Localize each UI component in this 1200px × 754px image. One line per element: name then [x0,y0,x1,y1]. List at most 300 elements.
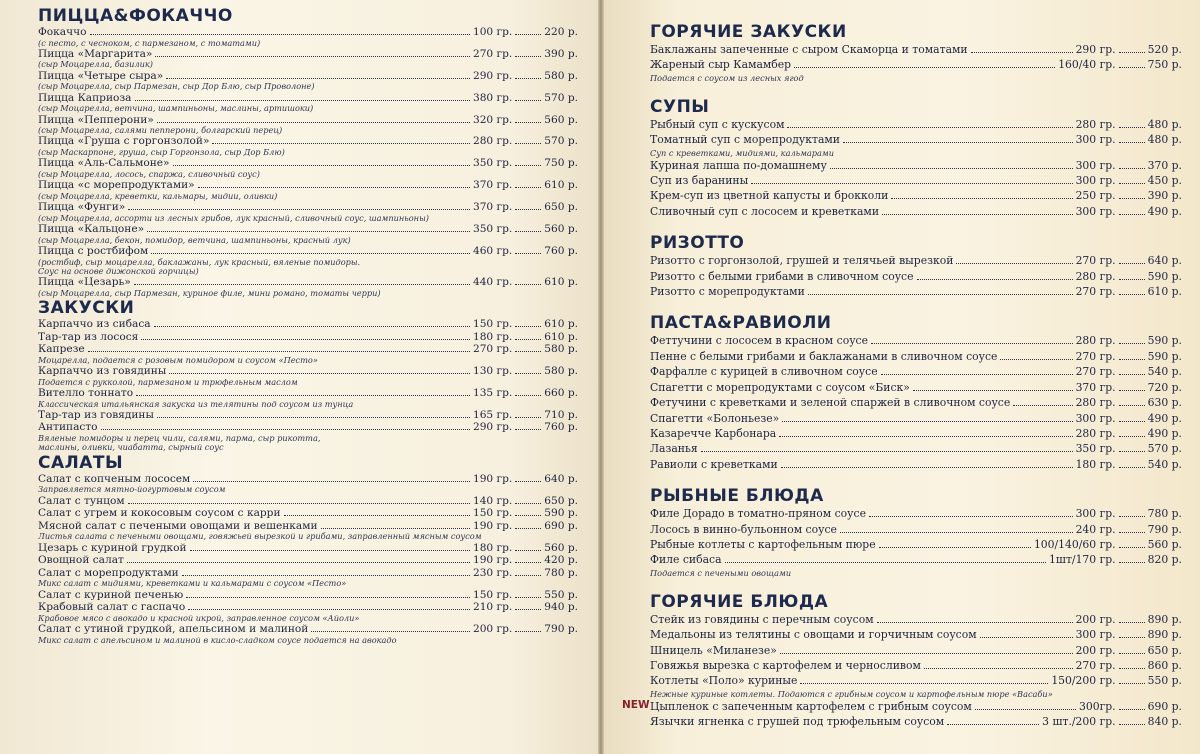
dish-name: Рыбные котлеты с картофельным пюре [650,537,876,551]
dish-weight: 290 гр. [1075,43,1116,56]
menu-item-row [650,395,1182,410]
dish-price: 370 р. [1147,158,1182,172]
dish-name: Тар-тар из лосося [38,330,139,343]
dot-leader [1119,516,1145,517]
dish-name: Салат с тунцом [38,494,125,507]
dish-weight: 280 гр. [1075,269,1116,283]
dish-price: 640 р. [544,472,578,485]
dish-weight: 270 гр. [472,47,513,60]
dish-price: 540 р. [1147,457,1182,471]
dot-leader [1119,405,1145,406]
menu-item-row [650,380,1182,395]
dish-price: 570 р. [1147,442,1182,456]
dish-price: 780 р. [544,566,578,579]
dot-leader [90,34,470,35]
menu-item [38,542,578,555]
dot-leader [1119,637,1145,638]
dish-weight: 230 гр. [472,566,513,579]
menu-section [38,298,578,453]
dish-price: 790 р. [544,623,578,636]
menu-section [38,6,578,298]
dot-leader [198,187,470,188]
dish-name: Феттучини с лососем в красном соусе [650,334,868,348]
dot-leader [157,122,470,123]
dish-price: 490 р. [1147,411,1182,425]
menu-item-row [38,276,578,289]
dot-leader [1119,668,1145,669]
dish-weight: 190 гр. [472,554,513,567]
dish-weight: 190 гр. [472,519,513,532]
dish-weight: 160/40 гр. [1058,58,1116,72]
dish-description: маслины, оливки, чиабатта, сырный соус [38,443,224,453]
menu-item-row [650,333,1182,348]
dish-name: Салат с угрем и кокосовым соусом с карри [38,507,281,520]
dot-leader [515,326,541,327]
dot-leader [794,67,1055,68]
menu-item-row [38,157,578,170]
dish-name: Пенне с белыми грибами и баклажанами в сливочном соусе [650,349,998,363]
menu-section [38,453,578,645]
dot-leader [128,503,470,504]
dish-description: (сыр Моцарелла, бекон, помидор, ветчина, шампиньоны, красный лук) [38,235,351,245]
dish-name: Крабовый салат с гаспачо [38,601,186,614]
dot-leader [871,343,1073,344]
dish-name: Салат с морепродуктами [38,566,179,579]
dish-weight: 460 гр. [472,244,513,257]
menu-item [38,567,578,589]
dish-name: Баклажаны запеченные с сыром Скаморца и томатами [650,43,968,56]
menu-item-row [650,253,1182,268]
dot-leader [1119,263,1145,264]
dish-price: 610 р. [544,317,578,330]
new-badge: NEW [622,698,650,711]
menu-item [38,48,578,70]
dot-leader [975,709,1076,710]
dish-weight: 180 гр. [1075,457,1116,471]
dish-name: Фетучини с креветками и зеленой спаржей в сливочном соусе [650,396,1011,410]
menu-item-row [650,506,1182,521]
dot-leader [808,294,1073,295]
dot-leader [515,417,541,418]
menu-item [38,623,578,645]
section-title: ПАСТА&РАВИОЛИ [650,313,832,334]
menu-item-row [38,507,578,520]
dish-description: Суп с креветками, мидиями, кальмарами [650,147,834,158]
dish-name: Крем-суп из цветной капусты и брокколи [650,189,889,203]
dish-weight: 150 гр. [472,507,513,520]
dot-leader [1000,359,1072,360]
menu-item [622,698,1182,714]
menu-item-row [38,409,578,422]
dish-name: Пицца «Груша с горгонзолой» [38,135,210,148]
dish-price: 710 р. [544,408,578,421]
dot-leader [1119,421,1145,422]
dish-description: Подается с печеными овощами [650,567,792,578]
menu-section [650,22,1182,83]
dish-weight: 290 гр. [472,69,513,82]
dish-name: Лазанья [650,442,698,456]
dot-leader [128,209,470,210]
menu-item [38,554,578,567]
dish-name: Капрезе [38,343,85,356]
dot-leader [843,142,1073,143]
menu-item [650,188,1182,203]
dot-leader [1119,547,1145,548]
dot-leader [971,52,1073,53]
dot-leader [515,231,541,232]
dot-leader [924,668,1073,669]
menu-item-row [650,132,1182,147]
menu-item-row [38,201,578,214]
dish-description: Листья салата с печеными овощами, говяжьей вырезкой и грибами, заправленный мясным соусом [38,532,482,542]
menu-item-row [38,473,578,486]
dish-weight: 240 гр. [1075,522,1116,536]
menu-item-row [38,589,578,602]
menu-item [650,364,1182,379]
menu-item-row [650,643,1182,658]
dish-weight: 370 гр. [472,179,513,192]
menu-item [38,223,578,245]
menu-item [38,589,578,602]
menu-item [650,522,1182,537]
menu-item-row [650,714,1182,729]
menu-item-row [38,70,578,83]
dish-price: 390 р. [1147,189,1182,203]
menu-item-row [38,48,578,61]
menu-item-row [650,522,1182,537]
section-title: ПИЦЦА&ФОКАЧЧО [38,6,233,26]
dot-leader [515,609,541,610]
menu-item-row [38,601,578,614]
dot-leader [169,373,470,374]
dish-weight: 100 гр. [472,26,513,38]
dot-leader [782,421,1072,422]
dish-weight: 150 гр. [472,317,513,330]
dish-name: Филе Дорадо в томатно-пряном соусе [650,507,866,521]
menu-item-row [650,699,1182,714]
dish-price: 690 р. [1147,699,1182,713]
menu-item [38,409,578,422]
dish-weight: 280 гр. [472,135,513,148]
dish-weight: 350 гр. [472,223,513,236]
dot-leader [1119,142,1145,143]
dot-leader [212,143,469,144]
menu-item [38,507,578,520]
menu-item-row [38,114,578,127]
dish-name: Цыпленок с запеченным картофелем с грибным соусом [650,699,972,713]
dot-leader [830,168,1073,169]
dot-leader [515,351,541,352]
menu-item [650,57,1182,82]
dish-name: Пицца «Фунги» [38,201,126,214]
dish-description: (сыр Моцарелла, лосось, спаржа, сливочный соус) [38,169,260,179]
menu-item [650,158,1182,173]
menu-item-row [38,567,578,580]
dot-leader [88,351,470,352]
dish-name: Рыбный суп с кускусом [650,117,785,131]
dish-name: Медальоны из телятины с овощами и горчичным соусом [650,628,977,642]
dish-name: Томатный суп с морепродуктами [650,133,840,147]
dot-leader [980,637,1073,638]
dish-weight: 350 гр. [472,157,513,170]
dot-leader [515,395,541,396]
dot-leader [515,122,541,123]
dish-description: (ростбиф, сыр моцарелла, баклажаны, лук красный, вяленые помидоры. [38,257,361,267]
dish-price: 550 р. [544,588,578,601]
menu-item-row [38,343,578,356]
dish-name: Шницель «Миланезе» [650,643,777,657]
menu-item [650,426,1182,441]
menu-item-row [38,245,578,258]
dish-name: Ризотто с горгонзолой, грушей и телячьей вырезкой [650,254,954,268]
menu-item [38,365,578,387]
menu-item [650,173,1182,188]
dot-leader [515,373,541,374]
dot-leader [182,575,470,576]
menu-item-row [38,223,578,236]
dot-leader [188,609,470,610]
dish-description: (сыр Моцарелла, сыр Пармезан, куриное филе, мини романо, томаты черри) [38,288,381,298]
menu-item-row [650,57,1182,72]
dish-name: Котлеты «Поло» куриные [650,674,798,688]
dot-leader [881,374,1073,375]
dot-leader [751,183,1072,184]
menu-item-row [650,204,1182,219]
menu-section [650,97,1182,219]
dot-leader [127,562,470,563]
menu-item-row [650,441,1182,456]
dish-weight: 270 гр. [1075,285,1116,299]
dish-price: 640 р. [1147,254,1182,268]
dot-leader [947,724,1039,725]
dish-price: 580 р. [544,365,578,378]
dish-weight: 300 гр. [1075,158,1116,172]
dish-price: 690 р. [544,519,578,532]
dish-price: 580 р. [544,69,578,82]
menu-item [650,333,1182,348]
dot-leader [147,231,470,232]
dish-price: 660 р. [544,386,578,399]
dot-leader [136,395,470,396]
menu-item [38,343,578,365]
dot-leader [515,56,541,57]
menu-item [38,26,578,48]
dish-description: Нежные куриные котлеты. Подаются с грибным соусом и картофельным пюре «Васаби» [650,688,1053,699]
dot-leader [155,56,470,57]
section-title: ГОРЯЧИЕ БЛЮДА [650,591,829,612]
dot-leader [1119,724,1145,725]
menu-item [38,520,578,542]
dot-leader [515,100,541,101]
dot-leader [311,631,470,632]
menu-item [38,70,578,92]
dot-leader [877,622,1073,623]
dish-price: 750 р. [1147,58,1182,72]
dish-name: Равиоли с креветками [650,457,778,471]
dot-leader [515,503,541,504]
dish-weight: 300 гр. [1075,507,1116,521]
dish-weight: 270 гр. [1075,349,1116,363]
dot-leader [141,339,470,340]
dish-price: 860 р. [1147,658,1182,672]
dot-leader [193,481,470,482]
dish-weight: 200 гр. [1075,643,1116,657]
dish-weight: 280 гр. [1075,117,1116,131]
dot-leader [134,284,470,285]
dish-price: 840 р. [1147,715,1182,729]
dish-weight: 1шт/170 гр. [1049,553,1116,567]
dish-price: 940 р. [544,601,578,614]
dish-price: 480 р. [1147,117,1182,131]
dish-name: Лосось в винно-бульонном соусе [650,522,837,536]
menu-item [38,276,578,298]
dish-weight: 370 гр. [472,201,513,214]
menu-item [650,42,1182,57]
menu-item [650,506,1182,521]
menu-page-left [0,0,598,754]
dish-price: 650 р. [544,494,578,507]
menu-item [650,380,1182,395]
dish-price: 520 р. [1147,43,1182,56]
dish-name: Карпаччо из говядины [38,365,167,378]
dish-price: 610 р. [544,179,578,192]
dot-leader [1119,374,1145,375]
dot-leader [284,515,470,516]
menu-item-row [38,92,578,105]
dish-description: Заправляется мятно-йогуртовым соусом [38,485,226,495]
dot-leader [321,528,470,529]
menu-item-row [650,188,1182,203]
menu-item-row [38,26,578,39]
dot-leader [515,575,541,576]
dish-price: 650 р. [544,201,578,214]
menu-item-row [650,627,1182,642]
dish-price: 390 р. [544,47,578,60]
section-title: ГОРЯЧИЕ ЗАКУСКИ [650,22,847,42]
dot-leader [515,165,541,166]
dot-leader [515,429,541,430]
dish-description: Микс салат с мидиями, креветками и кальмарами с соусом «Песто» [38,579,347,589]
menu-item [650,284,1182,299]
dot-leader [515,631,541,632]
dish-weight: 200 гр. [1075,612,1116,626]
dish-weight: 130 гр. [472,365,513,378]
dish-price: 610 р. [1147,285,1182,299]
dot-leader [725,562,1047,563]
dish-weight: 320 гр. [472,113,513,126]
dot-leader [515,34,541,35]
dish-weight: 440 гр. [472,276,513,289]
menu-page-right [604,0,1200,754]
dot-leader [1119,294,1145,295]
menu-item [650,627,1182,642]
dot-leader [1119,214,1145,215]
dot-leader [701,451,1073,452]
dish-weight: 100/140/60 гр. [1033,537,1116,551]
menu-item-row [38,542,578,555]
dot-leader [840,532,1073,533]
dot-leader [190,550,470,551]
dish-weight: 270 гр. [1075,658,1116,672]
menu-item [650,658,1182,673]
menu-item [650,714,1182,729]
menu-item [650,395,1182,410]
menu-item-row [650,42,1182,57]
dot-leader [515,284,541,285]
section-title: САЛАТЫ [38,452,124,473]
dish-name: Куриная лапша по-домашнему [650,158,827,172]
dish-price: 540 р. [1147,365,1182,379]
menu-item [38,114,578,136]
menu-item-row [650,552,1182,567]
section-title: РИЗОТТО [650,233,745,254]
dish-price: 550 р. [1147,674,1182,688]
menu-item [38,473,578,495]
dot-leader [1119,359,1145,360]
menu-item [650,349,1182,364]
dish-description: Крабовое мясо с авокадо и красной икрой, заправленное соусом «Айоли» [38,613,360,623]
dot-leader [515,339,541,340]
dot-leader [1119,467,1145,468]
dish-description: (сыр Моцарелла, креветки, кальмары, мидии, оливки) [38,191,278,201]
dish-name: Спагетти «Болоньезе» [650,411,780,425]
dot-leader [1119,390,1145,391]
dish-name: Пицца с ростбифом [38,244,149,257]
dish-name: Ризотто с белыми грибами в сливочном соусе [650,269,914,283]
menu-item-row [650,457,1182,472]
menu-item-row [38,554,578,567]
dish-name: Стейк из говядины с перечным соусом [650,612,874,626]
menu-item [38,135,578,157]
dish-weight: 300 гр. [1075,204,1116,218]
menu-item-row [650,284,1182,299]
menu-item-row [650,673,1182,688]
dish-weight: 140 гр. [472,494,513,507]
menu-item [38,245,578,276]
menu-item-row [38,365,578,378]
dish-price: 610 р. [544,330,578,343]
dish-weight: 380 гр. [472,91,513,104]
dish-price: 820 р. [1147,553,1182,567]
dot-leader [917,279,1073,280]
dish-price: 650 р. [1147,643,1182,657]
dish-description: (сыр Моцарелла, салями пепперони, болгарский перец) [38,126,283,136]
dish-weight: 210 гр. [472,601,513,614]
dish-name: Салат с утиной грудкой, апельсином и малиной [38,623,309,636]
dish-weight: 300 гр. [1075,628,1116,642]
menu-item-row [650,658,1182,673]
dish-price: 590 р. [1147,349,1182,363]
dot-leader [1119,436,1145,437]
dish-name: Пицца Каприоза [38,91,132,104]
dish-name: Сливочный суп с лососем и креветками [650,204,880,218]
dish-name: Спагетти с морепродуктами с соусом «Биск» [650,380,910,394]
dish-description: Подается с соусом из лесных ягод [650,72,804,83]
menu-item [650,441,1182,456]
dot-leader [515,187,541,188]
dish-weight: 350 гр. [1075,442,1116,456]
dish-description: Соус на основе дижонской горчицы) [38,266,199,276]
menu-item-row [38,331,578,344]
menu-section [650,486,1182,578]
dish-description: Вяленые помидоры и перец чили, салями, парма, сыр рикотта, [38,434,321,444]
menu-section [650,313,1182,472]
dish-weight: 165 гр. [472,408,513,421]
dot-leader [913,390,1073,391]
dish-name: Вителло тоннато [38,386,134,399]
dish-price: 760 р. [544,244,578,257]
dot-leader [173,165,470,166]
